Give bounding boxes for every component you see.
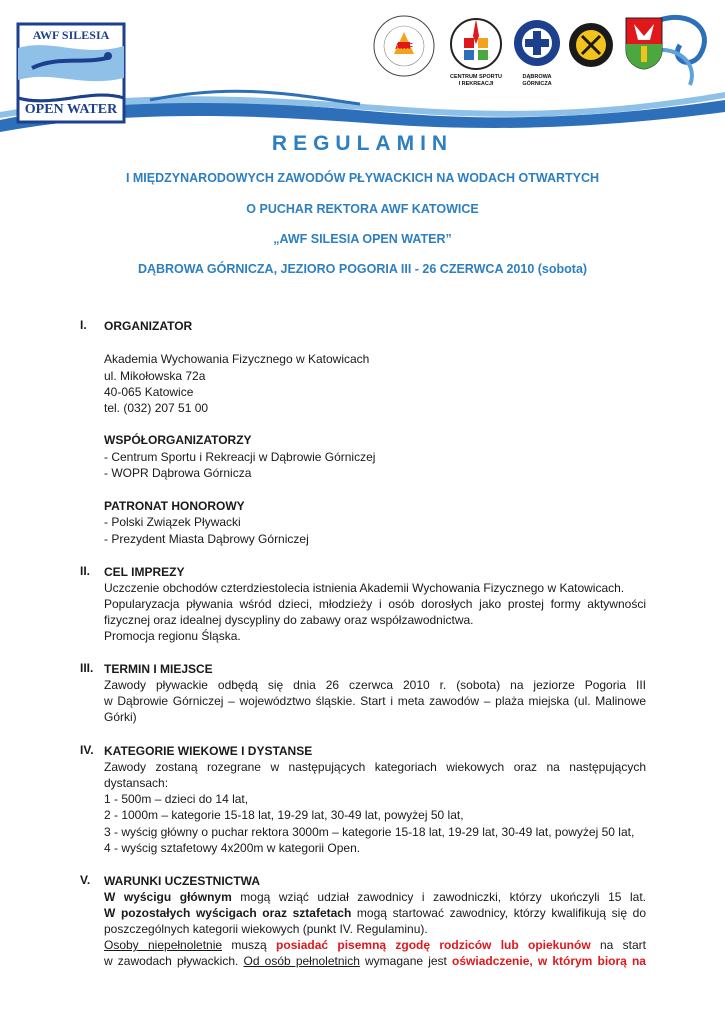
section-5-line-3: poszczególnych kategorii wiekowych (punkt IV. Regulaminu). bbox=[104, 922, 428, 936]
patronage-item: - Prezydent Miasta Dąbrowy Górniczej bbox=[104, 532, 309, 546]
minors-text-b: na start bbox=[590, 938, 646, 952]
category-item: 3 - wyścig główny o puchar rektora 3000m – kategorie 15-18 lat, 19-29 lat, 30-49 lat, powyżej 50 lat, bbox=[104, 825, 635, 839]
city-crest-logo bbox=[624, 16, 664, 70]
section-3-line: w Dąbrowie Górniczej – województwo śląskie. Start i meta zawodów – plaża miejska (ul. Malinowe bbox=[104, 694, 646, 708]
subtitle-4: DĄBROWA GÓRNICZA, JEZIORO POGORIA III - 26 CZERWCA 2010 (sobota) bbox=[137, 262, 588, 276]
org-line: tel. (032) 207 51 00 bbox=[104, 401, 209, 415]
main-race-emphasis: W wyścigu głównym bbox=[104, 890, 232, 904]
org-line: 40-065 Katowice bbox=[104, 385, 194, 399]
section-4-line: Zawody zostaną rozegrane w następujących kategoriach wiekowych oraz na następujących bbox=[104, 760, 646, 774]
section-5-line-4 bbox=[104, 937, 646, 954]
subtitle-1: I MIĘDZYNARODOWYCH ZAWODÓW PŁYWACKICH NA WODACH OTWARTYCH bbox=[125, 171, 600, 185]
badge-logo bbox=[568, 22, 614, 68]
wopr-logo bbox=[512, 18, 562, 96]
section-2-line: fizycznej oraz idealnej dyscypliny do zabawy oraz współzawodnictwa. bbox=[104, 613, 474, 627]
coorganizers-heading: WSPÓŁORGANIZATORZY bbox=[104, 433, 252, 447]
section-4-number: IV. bbox=[80, 743, 94, 757]
section-5-number: V. bbox=[80, 873, 91, 887]
minors-label: Osoby niepełnoletnie bbox=[104, 938, 223, 952]
coorganizer-item: - Centrum Sportu i Rekreacji w Dąbrowie Górniczej bbox=[104, 450, 376, 464]
partner-logos bbox=[372, 14, 722, 94]
awf-seal-text: AWF bbox=[395, 42, 413, 51]
main-race-text: mogą wziąć udział zawodnicy i zawodniczki, którzy ukończyli 15 lat. bbox=[231, 890, 646, 904]
section-3-number: III. bbox=[80, 661, 94, 675]
section-2-line: Promocja regionu Śląska. bbox=[104, 629, 241, 643]
section-5-line-1 bbox=[104, 889, 646, 906]
csir-caption-1: CENTRUM SPORTU bbox=[450, 74, 502, 80]
other-races-text: mogą startować zawodnicy, którzy kwalifikują się do bbox=[351, 906, 646, 920]
section-3-line: Zawody pływackie odbędą się dnia 26 czerwca 2010 r. (sobota) na jeziorze Pogoria III bbox=[104, 678, 646, 692]
minors-text-a: muszą bbox=[222, 938, 277, 952]
section-2-heading: CEL IMPREZY bbox=[104, 565, 185, 579]
coorganizer-item: - WOPR Dąbrowa Górnicza bbox=[104, 466, 252, 480]
section-2-line: Popularyzacja pływania wśród dzieci, młodzieży i osób dorosłych jako prostej formy aktywności bbox=[104, 597, 646, 611]
csir-caption-2: I REKREACJI bbox=[458, 81, 494, 87]
adults-text-a: w zawodach pływackich. bbox=[104, 954, 244, 968]
org-line: Akademia Wychowania Fizycznego w Katowicach bbox=[104, 352, 370, 366]
wopr-caption-2: GÓRNICZA bbox=[522, 81, 552, 87]
org-line: ul. Mikołowska 72a bbox=[104, 369, 206, 383]
adults-text-b: wymagane jest bbox=[359, 954, 453, 968]
subtitle-3: „AWF SILESIA OPEN WATER” bbox=[273, 232, 452, 246]
csir-logo bbox=[446, 16, 506, 92]
category-item: 2 - 1000m – kategorie 15-18 lat, 19-29 lat, 30-49 lat, powyżej 50 lat, bbox=[104, 808, 464, 822]
section-1-number: I. bbox=[80, 318, 87, 332]
subtitle-2: O PUCHAR REKTORA AWF KATOWICE bbox=[246, 202, 479, 216]
awf-silesia-logo bbox=[12, 18, 130, 126]
section-3-line: Górki) bbox=[104, 710, 137, 724]
category-item: 4 - wyścig sztafetowy 4x200m w kategorii Open. bbox=[104, 841, 361, 855]
section-5-line-2 bbox=[104, 905, 646, 922]
awf-seal-logo bbox=[372, 14, 436, 78]
page-header bbox=[0, 0, 725, 135]
category-item: 1 - 500m – dzieci do 14 lat, bbox=[104, 792, 249, 806]
section-1-heading: ORGANIZATOR bbox=[104, 319, 193, 333]
section-2-number: II. bbox=[80, 564, 91, 578]
section-4-heading: KATEGORIE WIEKOWE I DYSTANSE bbox=[104, 744, 313, 758]
other-races-emphasis: W pozostałych wyścigach oraz sztafetach bbox=[104, 906, 352, 920]
logo-bottom-text: OPEN WATER bbox=[24, 102, 118, 117]
section-5-line-5 bbox=[104, 953, 646, 970]
adults-label: Od osób pełnoletnich bbox=[243, 954, 360, 968]
parental-consent-emphasis: posiadać pisemną zgodę rodziców lub opiekunów bbox=[276, 938, 591, 952]
patronage-item: - Polski Związek Pływacki bbox=[104, 515, 241, 529]
patronage-heading: PATRONAT HONOROWY bbox=[104, 499, 245, 513]
page-title: REGULAMIN bbox=[271, 132, 454, 155]
declaration-emphasis: oświadczenie, w którym biorą na bbox=[452, 954, 646, 968]
logo-top-text: AWF SILESIA bbox=[32, 28, 110, 42]
section-5-heading: WARUNKI UCZESTNICTWA bbox=[104, 874, 260, 888]
wopr-caption-1: DĄBROWA bbox=[522, 74, 552, 80]
section-3-heading: TERMIN I MIEJSCE bbox=[104, 662, 213, 676]
section-4-line: dystansach: bbox=[104, 776, 169, 790]
section-2-line: Uczczenie obchodów czterdziestolecia istnienia Akademii Wychowania Fizycznego w Katowicach. bbox=[104, 581, 625, 595]
